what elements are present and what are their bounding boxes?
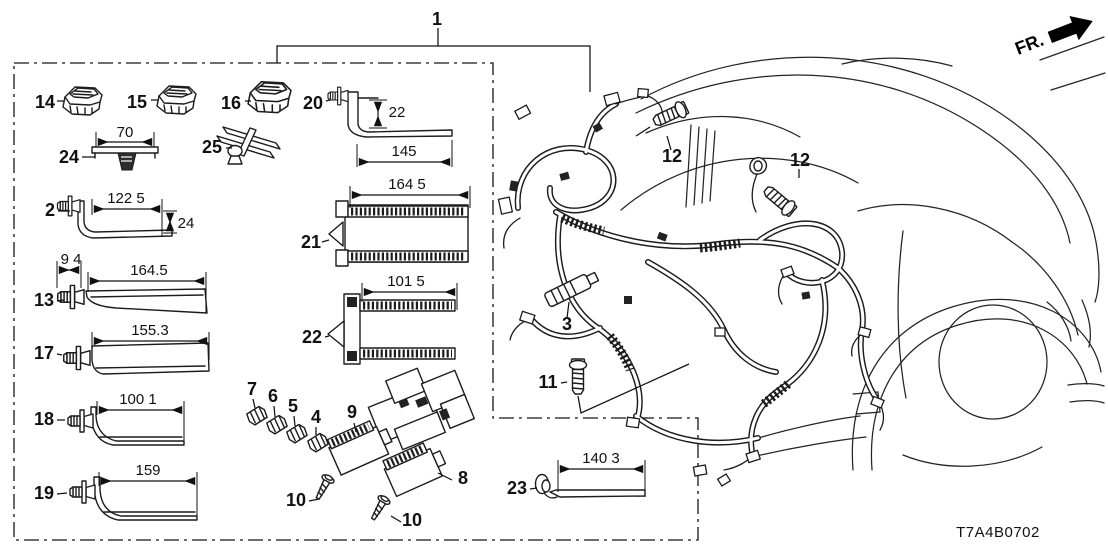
part-21-label: 21 <box>300 232 322 252</box>
part-9-label: 9 <box>346 402 358 422</box>
part-19-dim-length-label: 159 <box>135 462 161 479</box>
part-4 <box>307 407 329 453</box>
part-8-label: 8 <box>457 468 469 488</box>
part-5-label: 5 <box>287 396 299 416</box>
part-2 <box>45 190 194 238</box>
part-22 <box>302 273 457 364</box>
part-5 <box>286 396 308 444</box>
part-11 <box>538 359 689 413</box>
fr-arrow-icon <box>1045 9 1097 50</box>
part-6 <box>266 386 288 435</box>
part-20-dim-drop-label: 22 <box>388 104 406 121</box>
part-12-left-label: 12 <box>661 146 683 166</box>
part-4-label: 4 <box>310 407 322 427</box>
part-10-right-label: 10 <box>401 510 423 530</box>
assembly-callout <box>277 9 590 92</box>
part-20-dim-length-label: 145 <box>391 143 417 160</box>
part-24 <box>59 124 158 170</box>
part-14 <box>35 87 102 115</box>
part-23-label: 23 <box>506 478 528 498</box>
part-24-dim-label: 70 <box>116 124 134 141</box>
part-6-label: 6 <box>267 386 279 406</box>
part-18 <box>34 391 184 445</box>
part-14-label: 14 <box>34 92 56 112</box>
part-25-label: 25 <box>201 137 223 157</box>
part-2-dim-drop-label: 24 <box>177 215 195 232</box>
part-20-label: 20 <box>302 93 324 113</box>
part-22-dim-length-label: 101 5 <box>387 273 425 290</box>
part-24-label: 24 <box>58 147 80 167</box>
part-13-dim-length-label: 164.5 <box>130 262 168 279</box>
part-19 <box>34 462 197 520</box>
part-12-bolt-right <box>750 150 810 218</box>
part-17-label: 17 <box>33 343 55 363</box>
car-outline <box>621 37 1105 470</box>
part-16-label: 16 <box>220 93 242 113</box>
part-15-label: 15 <box>126 92 148 112</box>
part-21 <box>301 176 470 266</box>
part-25 <box>202 127 280 164</box>
part-13-dim-offset-label: 9 4 <box>60 251 82 268</box>
part-20 <box>303 87 452 167</box>
part-2-label: 2 <box>44 200 56 220</box>
part-7-label: 7 <box>246 379 258 399</box>
part-10-screw-left <box>286 473 335 510</box>
part-23 <box>507 450 645 498</box>
part-3-label: 3 <box>561 314 573 334</box>
part-7 <box>246 379 268 426</box>
part-15 <box>127 86 196 114</box>
part-8 <box>381 438 468 496</box>
fr-label: FR. <box>1012 29 1047 59</box>
part-17 <box>34 322 209 374</box>
part-10-left-label: 10 <box>285 490 307 510</box>
part-18-dim-length-label: 100 1 <box>119 391 157 408</box>
part-2-dim-length-label: 122 5 <box>107 190 145 207</box>
diagram-code: T7A4B0702 <box>956 524 1040 541</box>
part-17-dim-length-label: 155.3 <box>131 322 169 339</box>
part-18-label: 18 <box>33 409 55 429</box>
part-10-screw-right <box>367 494 422 530</box>
part-13-label: 13 <box>33 290 55 310</box>
part-19-label: 19 <box>33 483 55 503</box>
part-23-dim-length-label: 140 3 <box>582 450 620 467</box>
assembly-callout-label: 1 <box>431 9 443 29</box>
part-12-right-label: 12 <box>789 150 811 170</box>
part-16 <box>221 82 291 113</box>
part-11-label: 11 <box>538 372 558 392</box>
part-21-dim-length-label: 164 5 <box>388 176 426 193</box>
part-13 <box>34 251 207 313</box>
part-22-label: 22 <box>301 327 323 347</box>
